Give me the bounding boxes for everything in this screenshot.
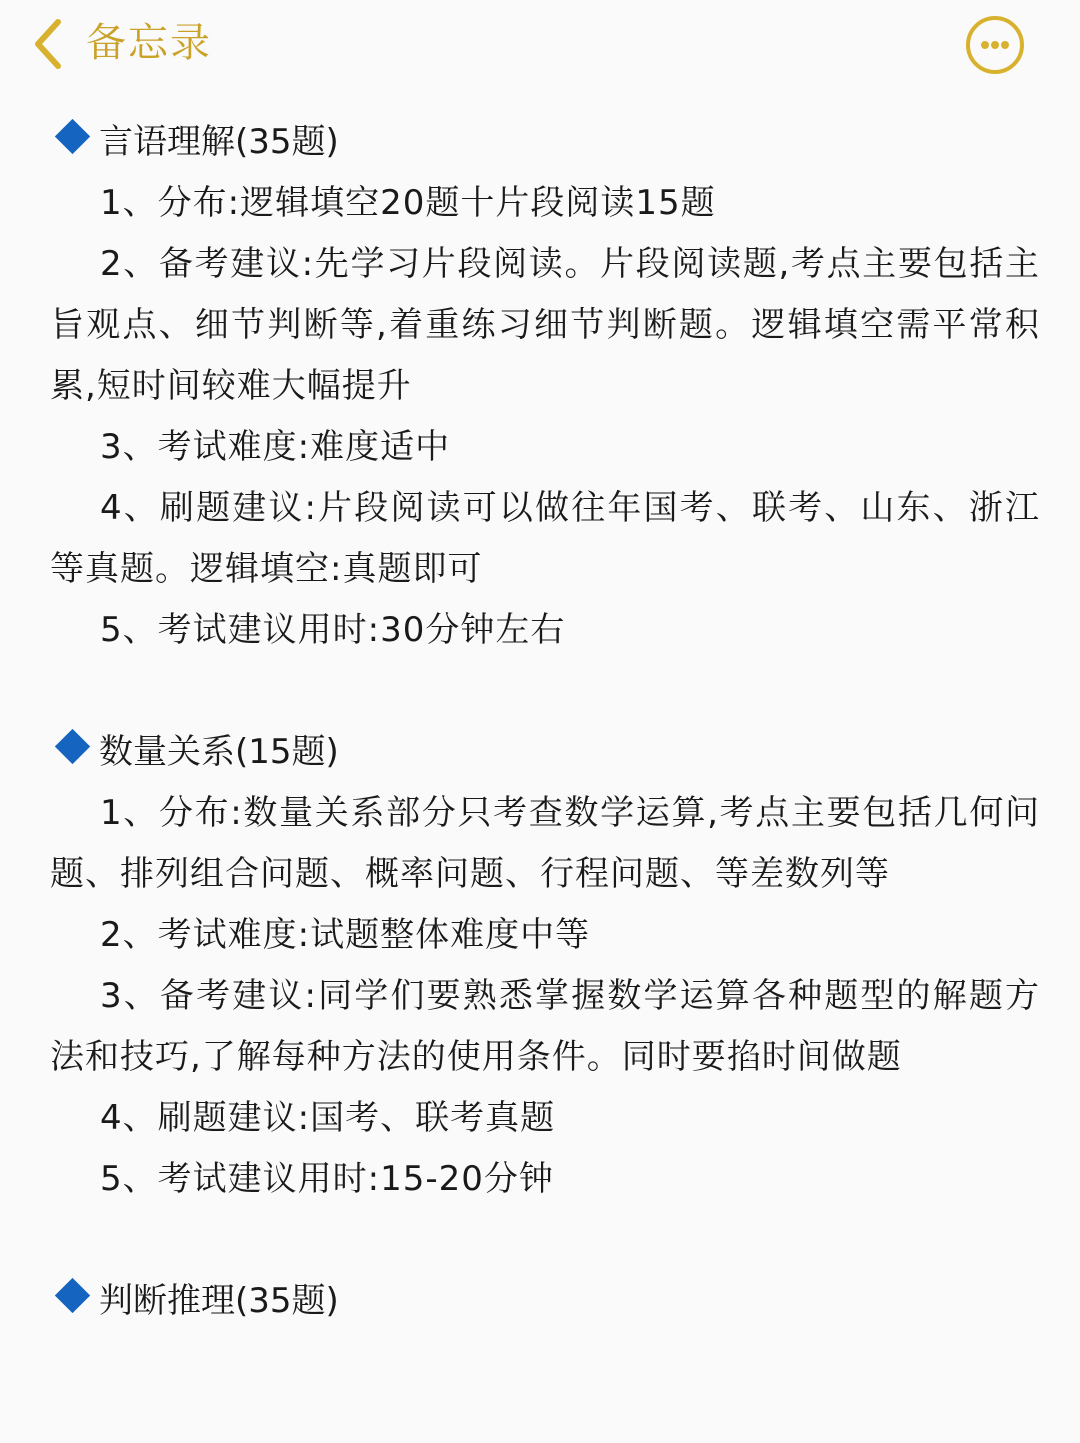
list-item: 5、考试建议用时:15-20分钟 xyxy=(100,1159,554,1199)
spacer xyxy=(50,1210,1040,1271)
section-verbal xyxy=(50,112,1040,661)
more-options-button[interactable] xyxy=(966,16,1024,74)
section-heading: 数量关系(15题) xyxy=(50,722,1040,783)
diamond-bullet-icon xyxy=(55,729,90,764)
list-item: 3、考试难度:难度适中 xyxy=(100,427,451,467)
diamond-bullet-icon xyxy=(55,1278,90,1313)
list-item: 1、分布:逻辑填空20题十片段阅读15题 xyxy=(100,183,716,223)
navigation-bar xyxy=(0,0,1080,90)
section-reasoning xyxy=(50,1271,1040,1332)
section-quantitative xyxy=(50,722,1040,1210)
list-item: 5、考试建议用时:30分钟左右 xyxy=(100,610,566,650)
diamond-bullet-icon xyxy=(55,119,90,154)
list-item: 2、备考建议:先学习片段阅读。片段阅读题,考点主要包括主旨观点、细节判断等,着重练习细节判断题。逻辑填空需平常积累,短时间较难大幅提升 xyxy=(50,244,1040,406)
list-item: 1、分布:数量关系部分只考查数学运算,考点主要包括几何问题、排列组合问题、概率问题、行程问题、等差数列等 xyxy=(50,793,1040,894)
page-title: 备忘录 xyxy=(86,20,212,66)
chevron-left-icon xyxy=(28,16,72,72)
section-heading: 判断推理(35题) xyxy=(50,1271,1040,1332)
list-item: 4、刷题建议:国考、联考真题 xyxy=(100,1098,556,1138)
more-horizontal-icon xyxy=(970,20,1020,70)
list-item: 2、考试难度:试题整体难度中等 xyxy=(100,915,591,955)
back-button[interactable] xyxy=(28,16,72,72)
list-item: 3、备考建议:同学们要熟悉掌握数学运算各种题型的解题方法和技巧,了解每种方法的使用条件。同时要掐时间做题 xyxy=(50,976,1040,1077)
note-content[interactable] xyxy=(50,112,1040,1332)
list-item: 4、刷题建议:片段阅读可以做往年国考、联考、山东、浙江等真题。逻辑填空:真题即可 xyxy=(50,488,1040,589)
spacer xyxy=(50,661,1040,722)
section-heading: 言语理解(35题) xyxy=(50,112,1040,173)
